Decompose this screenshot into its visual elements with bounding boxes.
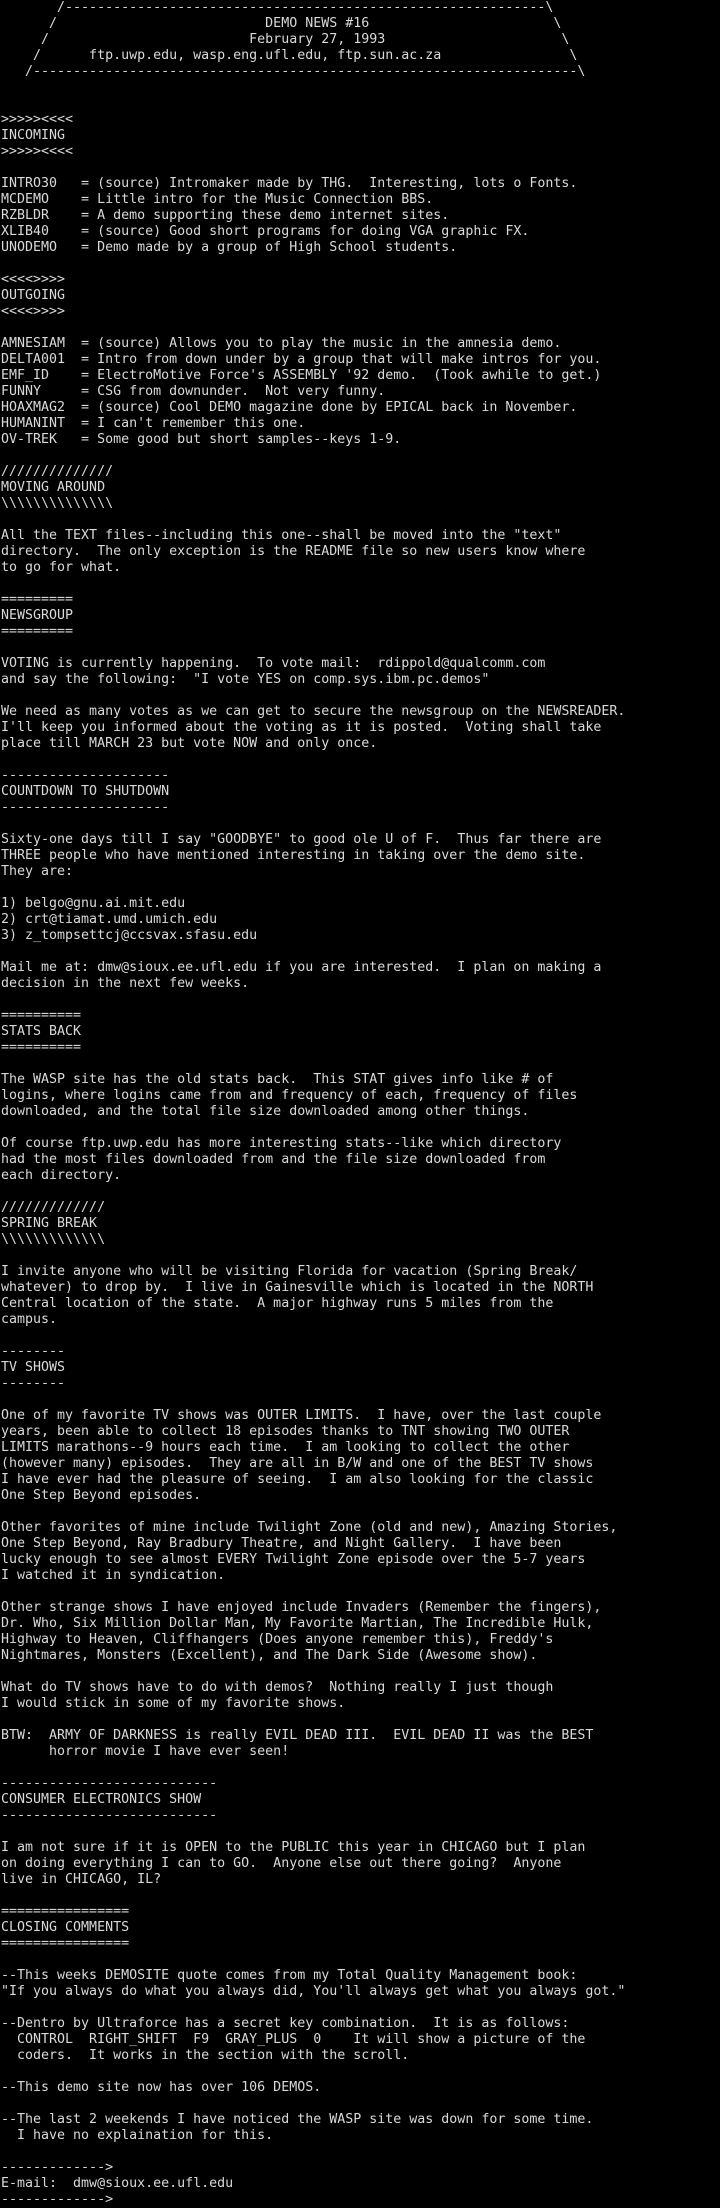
text-line: EMF_ID = ElectroMotive Force's ASSEMBLY '92 demo. (Took awhile to get.) <box>1 368 602 383</box>
blank-line <box>0 880 720 896</box>
text-line: RZBLDR = A demo supporting these demo internet sites. <box>1 208 450 223</box>
text-line: / February 27, 1993 \ <box>1 32 570 47</box>
blank-line <box>0 160 720 176</box>
blank-line <box>0 256 720 272</box>
text-line: Central location of the state. A major highway runs 5 miles from the <box>1 1296 554 1311</box>
text-line: Dr. Who, Six Million Dollar Man, My Favorite Martian, The Incredible Hulk, <box>1 1616 594 1631</box>
text-line: TV SHOWS <box>1 1360 66 1375</box>
text-line: --------------------- <box>1 800 170 815</box>
text-line: One Step Beyond, Ray Bradbury Theatre, and Night Gallery. I have been <box>1 1536 562 1551</box>
blank-line <box>0 1664 720 1680</box>
text-line: Highway to Heaven, Cliffhangers (Does anyone remember this), Freddy's <box>1 1632 554 1647</box>
text-line: STATS BACK <box>1 1024 82 1039</box>
blank-line <box>0 80 720 96</box>
blank-line <box>0 1120 720 1136</box>
blank-line <box>0 1584 720 1600</box>
blank-line <box>0 1184 720 1200</box>
blank-line <box>0 1760 720 1776</box>
text-line: The WASP site has the old stats back. This STAT gives info like # of <box>1 1072 554 1087</box>
text-line: CONSUMER ELECTRONICS SHOW <box>1 1792 202 1807</box>
text-line: -------------> <box>1 2192 114 2207</box>
text-line: and say the following: "I vote YES on comp.sys.ibm.pc.demos" <box>1 672 490 687</box>
text-line: --This weeks DEMOSITE quote comes from my Total Quality Management book: <box>1 1968 578 1983</box>
blank-line <box>0 96 720 112</box>
blank-line <box>0 2096 720 2112</box>
text-line: <<<<>>>> <box>1 272 66 287</box>
text-line: We need as many votes as we can get to secure the newsgroup on the NEWSREADER. <box>1 704 626 719</box>
text-line: BTW: ARMY OF DARKNESS is really EVIL DEAD III. EVIL DEAD II was the BEST <box>1 1728 594 1743</box>
text-line: each directory. <box>1 1168 122 1183</box>
text-line: VOTING is currently happening. To vote mail: rdippold@qualcomm.com <box>1 656 546 671</box>
text-line: /--------------------------------------------------------------------\ <box>1 64 586 79</box>
text-line: \\\\\\\\\\\\\ <box>1 1232 106 1247</box>
text-line: / ftp.uwp.edu, wasp.eng.ufl.edu, ftp.sun.ac.za \ <box>1 48 578 63</box>
text-line: HUMANINT = I can't remember this one. <box>1 416 306 431</box>
text-line: ///////////// <box>1 1200 106 1215</box>
text-line: ========== <box>1 1040 82 1055</box>
blank-line <box>0 320 720 336</box>
text-line: ================ <box>1 1936 130 1951</box>
text-line: They are: <box>1 864 74 879</box>
text-line: ////////////// <box>1 464 114 479</box>
text-line: >>>>><<<< <box>1 112 74 127</box>
text-line: decision in the next few weeks. <box>1 976 250 991</box>
text-line: AMNESIAM = (source) Allows you to play the music in the amnesia demo. <box>1 336 562 351</box>
blank-line <box>0 1328 720 1344</box>
text-line: ========= <box>1 592 74 607</box>
text-line: HOAXMAG2 = (source) Cool DEMO magazine done by EPICAL back in November. <box>1 400 578 415</box>
text-line: Other favorites of mine include Twilight Zone (old and new), Amazing Stories, <box>1 1520 618 1535</box>
text-line: -------------> <box>1 2160 114 2175</box>
text-line: 2) crt@tiamat.umd.umich.edu <box>1 912 218 927</box>
text-line: ========= <box>1 624 74 639</box>
text-line: THREE people who have mentioned interesting in taking over the demo site. <box>1 848 586 863</box>
text-line: had the most files downloaded from and the file size downloaded from <box>1 1152 546 1167</box>
text-line: "If you always do what you always did, You'll always get what you always got." <box>1 1984 626 1999</box>
text-line: (however many) episodes. They are all in B/W and one of the BEST TV shows <box>1 1456 594 1471</box>
blank-line <box>0 1392 720 1408</box>
text-line: One of my favorite TV shows was OUTER LIMITS. I have, over the last couple <box>1 1408 602 1423</box>
blank-line <box>0 1888 720 1904</box>
text-line: What do TV shows have to do with demos? Nothing really I just though <box>1 1680 554 1695</box>
text-line: >>>>><<<< <box>1 144 74 159</box>
text-line: MCDEMO = Little intro for the Music Connection BBS. <box>1 192 434 207</box>
text-line: I watched it in syndication. <box>1 1568 226 1583</box>
text-line: E-mail: dmw@sioux.ee.ufl.edu <box>1 2176 234 2191</box>
blank-line <box>0 1824 720 1840</box>
text-line: ================ <box>1 1904 130 1919</box>
text-line: OUTGOING <box>1 288 66 303</box>
text-line: 3) z_tompsettcj@ccsvax.sfasu.edu <box>1 928 258 943</box>
text-line: whatever) to drop by. I live in Gainesville which is located in the NORTH <box>1 1280 594 1295</box>
text-line: INTRO30 = (source) Intromaker made by THG. Interesting, lots o Fonts. <box>1 176 578 191</box>
blank-line <box>0 576 720 592</box>
blank-line <box>0 2000 720 2016</box>
text-line: SPRING BREAK <box>1 1216 98 1231</box>
text-line: /------------------------------------------------------------\ <box>1 0 554 15</box>
text-line: place till MARCH 23 but vote NOW and only once. <box>1 736 378 751</box>
text-line: --Dentro by Ultraforce has a secret key combination. It is as follows: <box>1 2016 570 2031</box>
text-line: CLOSING COMMENTS <box>1 1920 130 1935</box>
text-line: --------------------------- <box>1 1808 218 1823</box>
blank-line <box>0 640 720 656</box>
text-line: Other strange shows I have enjoyed include Invaders (Remember the fingers), <box>1 1600 602 1615</box>
text-line: coders. It works in the section with the scroll. <box>1 2048 410 2063</box>
text-line: I am not sure if it is OPEN to the PUBLIC this year in CHICAGO but I plan <box>1 1840 586 1855</box>
text-line: --------------------- <box>1 768 170 783</box>
text-line: NEWSGROUP <box>1 608 74 623</box>
text-line: directory. The only exception is the README file so new users know where <box>1 544 586 559</box>
text-line: \\\\\\\\\\\\\\ <box>1 496 114 511</box>
text-line: Of course ftp.uwp.edu has more interesting stats--like which directory <box>1 1136 562 1151</box>
text-line: FUNNY = CSG from downunder. Not very funny. <box>1 384 386 399</box>
blank-line <box>0 992 720 1008</box>
text-line: <<<<>>>> <box>1 304 66 319</box>
text-line: I would stick in some of my favorite shows. <box>1 1696 346 1711</box>
text-line: Sixty-one days till I say "GOODBYE" to good ole U of F. Thus far there are <box>1 832 602 847</box>
text-line: Nightmares, Monsters (Excellent), and The Dark Side (Awesome show). <box>1 1648 538 1663</box>
text-line: years, been able to collect 18 episodes thanks to TNT showing TWO OUTER <box>1 1424 570 1439</box>
text-line: I have no explaination for this. <box>1 2128 274 2143</box>
text-line: -------- <box>1 1344 66 1359</box>
text-line: One Step Beyond episodes. <box>1 1488 202 1503</box>
blank-line <box>0 512 720 528</box>
text-line: OV-TREK = Some good but short samples--keys 1-9. <box>1 432 402 447</box>
text-line: LIMITS marathons--9 hours each time. I am looking to collect the other <box>1 1440 570 1455</box>
text-line: downloaded, and the total file size downloaded among other things. <box>1 1104 530 1119</box>
text-line: UNODEMO = Demo made by a group of High School students. <box>1 240 458 255</box>
blank-line <box>0 2144 720 2160</box>
text-line: live in CHICAGO, IL? <box>1 1872 162 1887</box>
text-line: --The last 2 weekends I have noticed the WASP site was down for some time. <box>1 2112 594 2127</box>
text-line: --------------------------- <box>1 1776 218 1791</box>
blank-line <box>0 448 720 464</box>
blank-line <box>0 944 720 960</box>
text-line: to go for what. <box>1 560 122 575</box>
text-line: All the TEXT files--including this one--shall be moved into the "text" <box>1 528 562 543</box>
text-line: INCOMING <box>1 128 66 143</box>
text-line: logins, where logins came from and frequency of each, frequency of files <box>1 1088 578 1103</box>
text-line: I'll keep you informed about the voting as it is posted. Voting shall take <box>1 720 602 735</box>
text-line: -------- <box>1 1376 66 1391</box>
text-line: XLIB40 = (source) Good short programs for doing VGA graphic FX. <box>1 224 530 239</box>
blank-line <box>0 752 720 768</box>
text-line: horror movie I have ever seen! <box>1 1744 290 1759</box>
blank-line <box>0 688 720 704</box>
text-line: CONTROL RIGHT_SHIFT F9 GRAY_PLUS 0 It will show a picture of the <box>1 2032 586 2047</box>
text-line: / DEMO NEWS #16 \ <box>1 16 562 31</box>
blank-line <box>0 1056 720 1072</box>
text-line: Mail me at: dmw@sioux.ee.ufl.edu if you are interested. I plan on making a <box>1 960 602 975</box>
text-line: on doing everything I can to GO. Anyone else out there going? Anyone <box>1 1856 562 1871</box>
text-line: ========== <box>1 1008 82 1023</box>
text-line: campus. <box>1 1312 58 1327</box>
blank-line <box>0 816 720 832</box>
text-line: MOVING AROUND <box>1 480 106 495</box>
text-line: I invite anyone who will be visiting Florida for vacation (Spring Break/ <box>1 1264 578 1279</box>
blank-line <box>0 1504 720 1520</box>
text-line: DELTA001 = Intro from down under by a group that will make intros for you. <box>1 352 602 367</box>
text-line: lucky enough to see almost EVERY Twilight Zone episode over the 5-7 years <box>1 1552 586 1567</box>
blank-line <box>0 1952 720 1968</box>
text-line: COUNTDOWN TO SHUTDOWN <box>1 784 170 799</box>
text-line: 1) belgo@gnu.ai.mit.edu <box>1 896 186 911</box>
blank-line <box>0 1248 720 1264</box>
text-line: I have ever had the pleasure of seeing. I am also looking for the classic <box>1 1472 594 1487</box>
text-line: --This demo site now has over 106 DEMOS. <box>1 2080 322 2095</box>
blank-line <box>0 1712 720 1728</box>
blank-line <box>0 2064 720 2080</box>
